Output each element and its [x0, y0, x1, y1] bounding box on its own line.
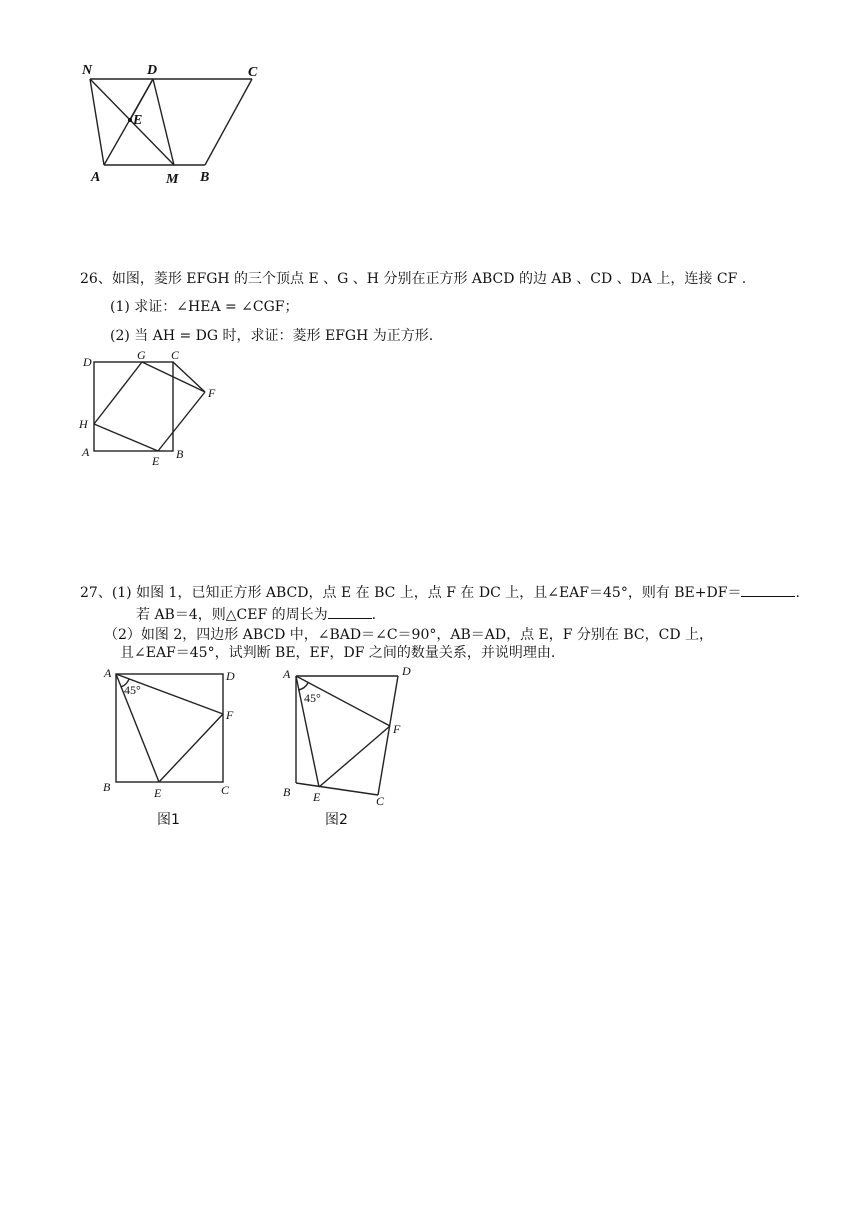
label-c: C — [248, 65, 258, 80]
label-a: A — [91, 170, 101, 185]
label-e: E — [133, 113, 143, 128]
label-d: D — [226, 669, 235, 683]
angle-45-label: 45° — [124, 683, 141, 697]
q27-part2-line1: （2）如图 2，四边形 ABCD 中，∠BAD＝∠C＝90°，AB＝AD，点 E，F 分别在 BC，CD 上， — [104, 627, 714, 643]
label-d: D — [402, 664, 411, 678]
q27-line2-text: 若 AB＝4，则△CEF 的周长为 — [136, 607, 328, 623]
label-b: B — [283, 785, 291, 799]
label-c: C — [376, 794, 385, 808]
label-f: F — [226, 708, 234, 722]
label-b: B — [200, 170, 210, 185]
label-e: E — [313, 790, 321, 804]
label-m: M — [166, 172, 179, 187]
label-d: D — [147, 63, 158, 78]
q26-stem: 26、如图，菱形 EFGH 的三个顶点 E 、G 、H 分别在正方形 ABCD 的边 AB 、CD 、DA 上，连接 CF . — [80, 271, 747, 287]
q26-part2: (2) 当 AH = DG 时，求证：菱形 EFGH 为正方形. — [110, 328, 434, 344]
q26-part1: (1) 求证：∠HEA = ∠CGF； — [110, 299, 299, 315]
label-e: E — [154, 786, 162, 800]
q27-line1-text: 27、(1) 如图 1，已知正方形 ABCD，点 E 在 BC 上，点 F 在 DC 上，且∠EAF＝45°，则有 BE+DF＝ — [80, 585, 742, 601]
label-f: F — [208, 386, 216, 400]
label-d: D — [83, 355, 92, 369]
label-h: H — [79, 417, 88, 431]
q27-line2-end: . — [371, 607, 377, 623]
figure-1-caption: 图1 — [157, 812, 180, 828]
label-n: N — [82, 63, 93, 78]
angle-45-label: 45° — [304, 691, 321, 705]
figure-2-caption: 图2 — [325, 812, 348, 828]
label-g: G — [137, 348, 146, 362]
label-e: E — [152, 454, 160, 468]
q27-part2-line2: 且∠EAF＝45°，试判断 BE，EF，DF 之间的数量关系，并说明理由. — [120, 645, 556, 661]
label-b: B — [103, 780, 111, 794]
label-c: C — [171, 348, 180, 362]
label-a: A — [104, 666, 112, 680]
q27-line1-end: . — [795, 585, 800, 601]
label-f: F — [393, 722, 401, 736]
label-a: A — [82, 445, 90, 459]
label-a: A — [283, 667, 291, 681]
label-b: B — [176, 447, 184, 461]
label-c: C — [221, 783, 230, 797]
